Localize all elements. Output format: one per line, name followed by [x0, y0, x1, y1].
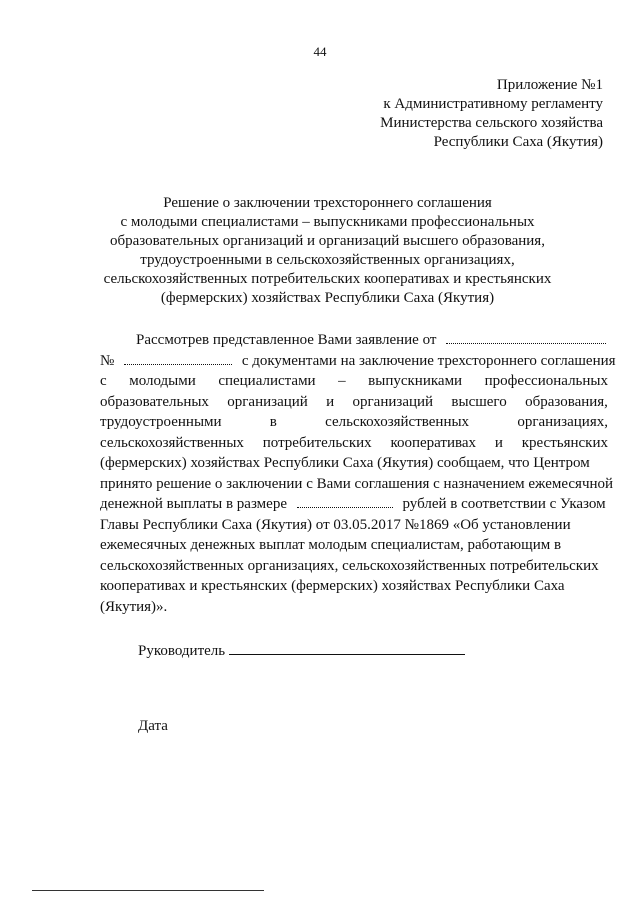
body-word: организаций [227, 393, 308, 410]
body-word: сельскохозяйственных [325, 414, 470, 430]
body-word: крестьянских [521, 434, 608, 451]
body-word: – [338, 373, 346, 389]
appendix-line: Приложение №1 [496, 77, 603, 93]
appendix-line: Республики Саха (Якутия) [433, 134, 603, 150]
body-line: сельскохозяйственных организациях, сельскохозяйственных потребительских [100, 557, 599, 574]
body-word: трудоустроенными [100, 414, 222, 430]
body-text-fragment: с документами на заключение трехстороннего соглашения [241, 352, 616, 369]
body-word: организациях, [517, 414, 608, 430]
body-text-fragment: рублей в соответствии с Указом [402, 496, 606, 512]
appendix-line: Министерства сельского хозяйства [380, 115, 603, 131]
body-word: высшего [451, 393, 507, 410]
body-line: (Якутия)». [100, 598, 168, 615]
title-line: Решение о заключении трехстороннего соглашения [163, 195, 492, 211]
number-blank-field[interactable] [124, 352, 232, 365]
body-text-fragment: Рассмотрев представленное Вами заявление от [136, 332, 437, 348]
body-line [100, 330, 608, 351]
date-blank-field[interactable] [446, 331, 606, 344]
body-line: кооперативах и крестьянских (фермерских) хозяйствах Республики Саха [100, 578, 565, 594]
document-title [100, 194, 555, 308]
body-line: принято решение о заключении с Вами соглашения с назначением ежемесячной [100, 475, 614, 492]
body-word: профессиональных [484, 373, 608, 389]
body-line-justified [100, 371, 608, 392]
body-word: и [326, 393, 335, 410]
body-line-justified [100, 412, 608, 433]
body-line-justified [100, 392, 608, 413]
amount-blank-field[interactable] [297, 495, 393, 508]
body-text-fragment: № [100, 352, 115, 369]
signature-label: Руководитель [138, 643, 226, 659]
body-word: потребительских [262, 434, 372, 451]
body-word: и [494, 434, 503, 451]
body-word: молодыми [129, 373, 196, 389]
signature-field[interactable] [229, 641, 465, 655]
page-number: 44 [313, 44, 327, 59]
body-word: сельскохозяйственных [100, 434, 244, 451]
body-word: в [269, 414, 277, 430]
title-line: трудоустроенными в сельскохозяйственных организациях, [140, 252, 515, 268]
body-line: (фермерских) хозяйствах Республики Саха (Якутия) сообщаем, что Центром [100, 455, 590, 471]
body-line: ежемесячных денежных выплат молодым специалистам, работающим в [100, 537, 562, 553]
footnote-divider [32, 890, 264, 891]
body-word: кооперативах [390, 434, 477, 451]
title-line: с молодыми специалистами – выпускниками профессиональных [120, 214, 535, 230]
title-line: (фермерских) хозяйствах Республики Саха (Якутия) [160, 290, 495, 306]
body-word: организаций [352, 393, 434, 410]
body-line [100, 351, 616, 372]
body-text-fragment: денежной выплаты в размере [100, 496, 287, 512]
date-label: Дата [138, 718, 168, 734]
appendix-block [380, 76, 603, 152]
body-word: специалистами [218, 373, 316, 389]
body-word: образования, [525, 393, 608, 410]
body-line-justified [100, 433, 608, 454]
title-line: сельскохозяйственных потребительских кооперативах и крестьянских [103, 271, 552, 287]
signature-row [138, 641, 465, 660]
decision-body [100, 330, 616, 617]
body-word: выпускниками [368, 373, 463, 389]
body-line: Главы Республики Саха (Якутия) от 03.05.2017 №1869 «Об установлении [100, 516, 571, 533]
body-word: образовательных [100, 393, 209, 410]
title-line: образовательных организаций и организаций высшего образования, [110, 233, 545, 249]
appendix-line: к Административному регламенту [383, 96, 603, 112]
body-word: с [100, 373, 107, 389]
body-line [100, 494, 608, 515]
